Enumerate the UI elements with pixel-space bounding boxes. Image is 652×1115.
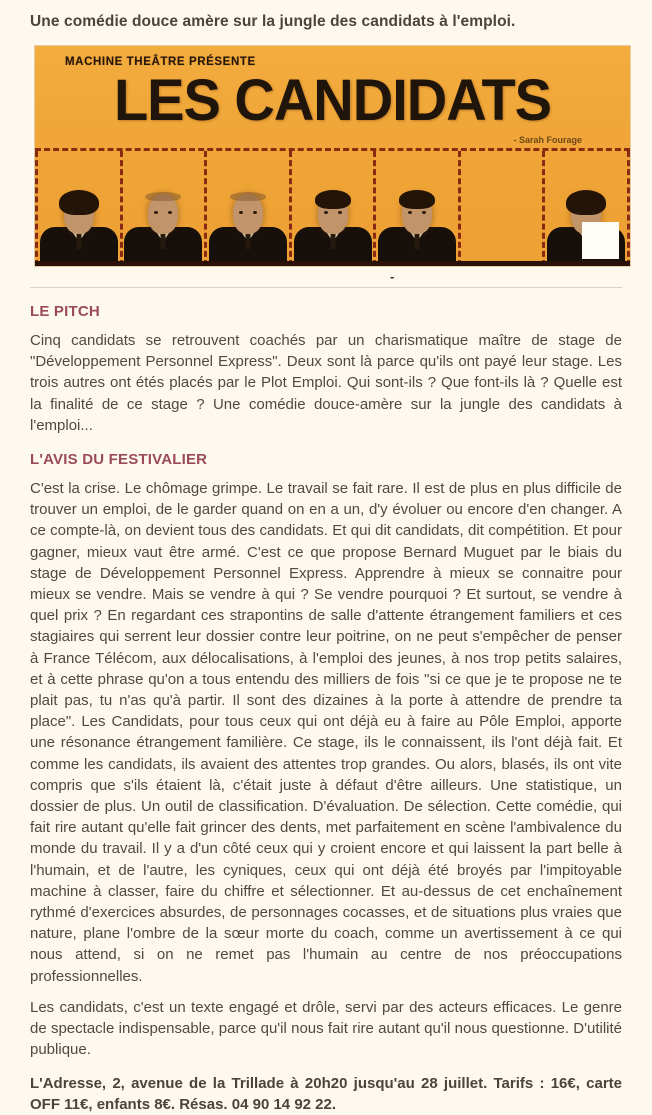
venue-info-paragraph: L'Adresse, 2, avenue de la Trillade à 20h20 jusqu'au 28 juillet. Tarifs : 16€, carte OFF 11€, enfants 8€. Résas. 04 90 14 92 22.: [30, 1074, 622, 1113]
portrait-hair: [399, 190, 435, 209]
poster-photo-row: [35, 148, 630, 266]
review-paragraph: C'est la crise. Le chômage grimpe. Le travail se fait rare. Il est de plus en plus difficile de trouver un emploi, de le garder quand on en a un, d'y évoluer ou encore d'en changer. A ce compte-là, on devient tous des candidats. Et qui dit candidats, dit compétition. Et pour gagner, mieux vaut être armé. C'est ce que propose Bernard Muguet par le biais du stage de Développement Personnel Express. Apprendre à mieux se connaitre pour mieux se vendre. Mais se vendre à qui ? Se vendre pourquoi ? Et surtout, se vendre à quel prix ? En regardant ces strapontins de salle d'attente étrangement familiers et ces stagiaires qui serrent leur dossier contre leur poitrine, on ne peut s'empêcher de penser à France Télécom, aux délocalisations, à l'emploi des jeunes, à nos trop petits salaires, et à cette phrase qu'on a tous entendu des milliers de fois "si ce que je te propose ne te plait pas, tu n'as qu'à partir. Il sont des dizaines à la porte à attendre de prendre ta place". Les Candidats, pour tous ceux qui ont déjà eu à faire au Pôle Emploi, apporte une résonance étrangement familière. Ce stage, ils le connaissent, ils l'ont déjà fait. Et comme les candidats, ils avaient des attentes trop grandes. Ou alors, blasés, ils ont vite compris que s'ils étaient là, c'était juste à défaut d'être ailleurs. Une statistique, un dossier de plus. Un outil de classification. D'évaluation. De sélection. Cette comédie, qui fait rire autant qu'elle fait grincer des dents, met parfaitement en scène l'ambivalence du monde du travail. Il y a d'un côté ceux qui y croient encore et qui laissent la part belle à l'humain, et de l'autre, les cyniques, ceux qui ont déjà été broyés par l'impitoyable machine à classer, faire du chiffre et sélectionner. Et au-dessus de cet enchaînement rythmé d'exercices absurdes, de personnages cocasses, et de situations plus vraies que nature, plane l'ombre de la sœur morte du coach, comme un avertissement à ce qui nous attend, si on ne remet pas l'humain au centre de nos préoccupations professionnelles.: [30, 480, 622, 985]
portrait-eyes: [239, 211, 257, 214]
portrait-eyes: [70, 211, 88, 214]
show-poster-image: [35, 46, 630, 266]
poster-show-title: LES CANDIDATS: [113, 66, 552, 133]
poster-bottom-strip: [35, 261, 630, 266]
candidate-portrait: [377, 177, 457, 261]
review-heading: L'AVIS DU FESTIVALIER: [30, 451, 208, 469]
pitch-paragraph: Cinq candidats se retrouvent coachés par un charismatique maître de stage de "Développement Personnel Express". Deux sont là parce qu'ils ont payé leur stage. Les trois autres ont étés placés par le Plot Emploi. Qui sont-ils ? Que font-ils là ? Quelle est la finalité de ce stage ? Une comédie douce-amère sur la jungle des candidats à l'emploi...: [30, 332, 622, 434]
portrait-eyes: [154, 211, 172, 214]
portrait-head: [318, 194, 348, 234]
portrait-head: [402, 194, 432, 234]
candidate-photo: [35, 151, 123, 266]
portrait-eyes: [324, 211, 342, 214]
poster-presenter-line: MACHINE THEÂTRE PRÉSENTE: [65, 56, 256, 68]
candidate-portrait: [293, 177, 373, 261]
portrait-hair: [145, 192, 181, 201]
candidate-photo: [207, 151, 292, 266]
portrait-head: [64, 194, 94, 234]
review-conclusion-paragraph: Les candidats, c'est un texte engagé et drôle, servi par des acteurs efficaces. Le genre de spectacle indispensable, parce qu'il nous fait rire autant qu'il nous questionne. D'utilité publique.: [30, 998, 622, 1059]
pitch-heading: LE PITCH: [30, 303, 100, 320]
poster-author-credit: - Sarah Fourage: [513, 135, 582, 145]
poster-white-square: [582, 222, 619, 259]
portrait-head: [233, 194, 263, 234]
portrait-hair: [230, 192, 266, 201]
candidate-portrait: [123, 177, 203, 261]
portrait-eyes: [577, 211, 595, 214]
candidate-photo: [123, 151, 208, 266]
candidate-photo: [461, 151, 546, 266]
candidate-portrait: [39, 177, 119, 261]
candidate-photo: [376, 151, 461, 266]
image-caption-dash: -: [390, 269, 395, 284]
portrait-head: [148, 194, 178, 234]
candidate-portrait: [208, 177, 288, 261]
portrait-hair: [315, 190, 351, 209]
article-headline: Une comédie douce amère sur la jungle des candidats à l'emploi.: [30, 13, 516, 30]
portrait-eyes: [408, 211, 426, 214]
candidate-photo: [292, 151, 377, 266]
section-divider: [30, 287, 622, 288]
